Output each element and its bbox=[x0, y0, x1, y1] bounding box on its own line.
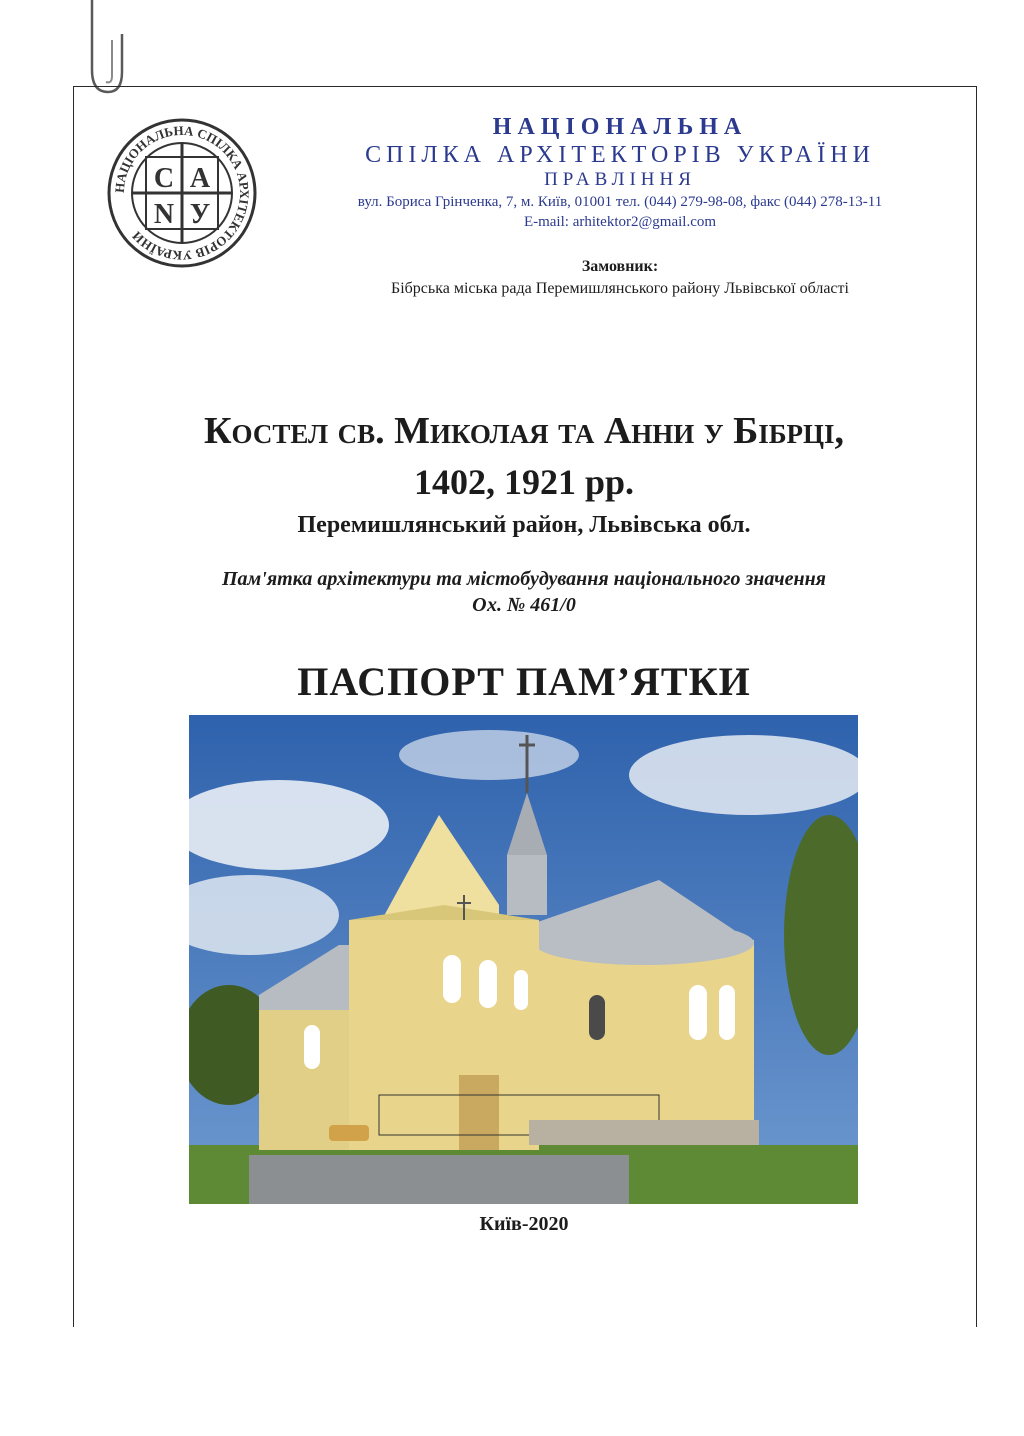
organization-header bbox=[300, 112, 940, 232]
church-photo bbox=[189, 715, 858, 1204]
title-line3: Перемишлянський район, Львівська обл. bbox=[297, 512, 751, 538]
monument-status bbox=[73, 566, 975, 618]
title-line1: Костел св. Миколая та Анни у Бібрці, bbox=[203, 410, 845, 452]
svg-text:НАЦІОНАЛЬНА СПІЛКА АРХІТЕКТОРІ: НАЦІОНАЛЬНА СПІЛКА АРХІТЕКТОРІВ УКРАЇНИ bbox=[111, 122, 253, 264]
paperclip-icon bbox=[84, 0, 134, 100]
title-line2: 1402, 1921 рр. bbox=[413, 462, 635, 502]
svg-text:У: У bbox=[189, 199, 211, 230]
svg-text:А: А bbox=[189, 163, 211, 194]
city-year: Київ-2020 bbox=[479, 1213, 569, 1235]
org-address: вул. Бориса Грінченка, 7, м. Київ, 01001 тел. (044) 279-98-08, факс (044) 278-13-11 bbox=[357, 194, 883, 210]
svg-text:С: С bbox=[153, 163, 175, 194]
org-name-line3: ПРАВЛІННЯ bbox=[544, 169, 696, 190]
passport-heading: ПАСПОРТ ПАМ’ЯТКИ bbox=[297, 659, 751, 704]
org-name-line2: СПІЛКА АРХІТЕКТОРІВ УКРАЇНИ bbox=[365, 142, 875, 168]
monument-status-line2: Ох. № 461/0 bbox=[472, 594, 576, 616]
org-name-line1: НАЦІОНАЛЬНА bbox=[492, 114, 748, 140]
customer-name: Бібрська міська рада Перемишлянського району Львівської області bbox=[391, 280, 849, 297]
svg-text:N: N bbox=[153, 199, 175, 230]
org-email: E-mail: arhitektor2@gmail.com bbox=[523, 214, 717, 230]
customer-block bbox=[200, 256, 1024, 300]
document-title bbox=[73, 405, 975, 543]
customer-label: Замовник: bbox=[581, 258, 659, 275]
monument-status-line1: Пам'ятка архітектури та містобудування національного значення bbox=[222, 568, 826, 590]
union-seal-logo bbox=[106, 117, 258, 269]
